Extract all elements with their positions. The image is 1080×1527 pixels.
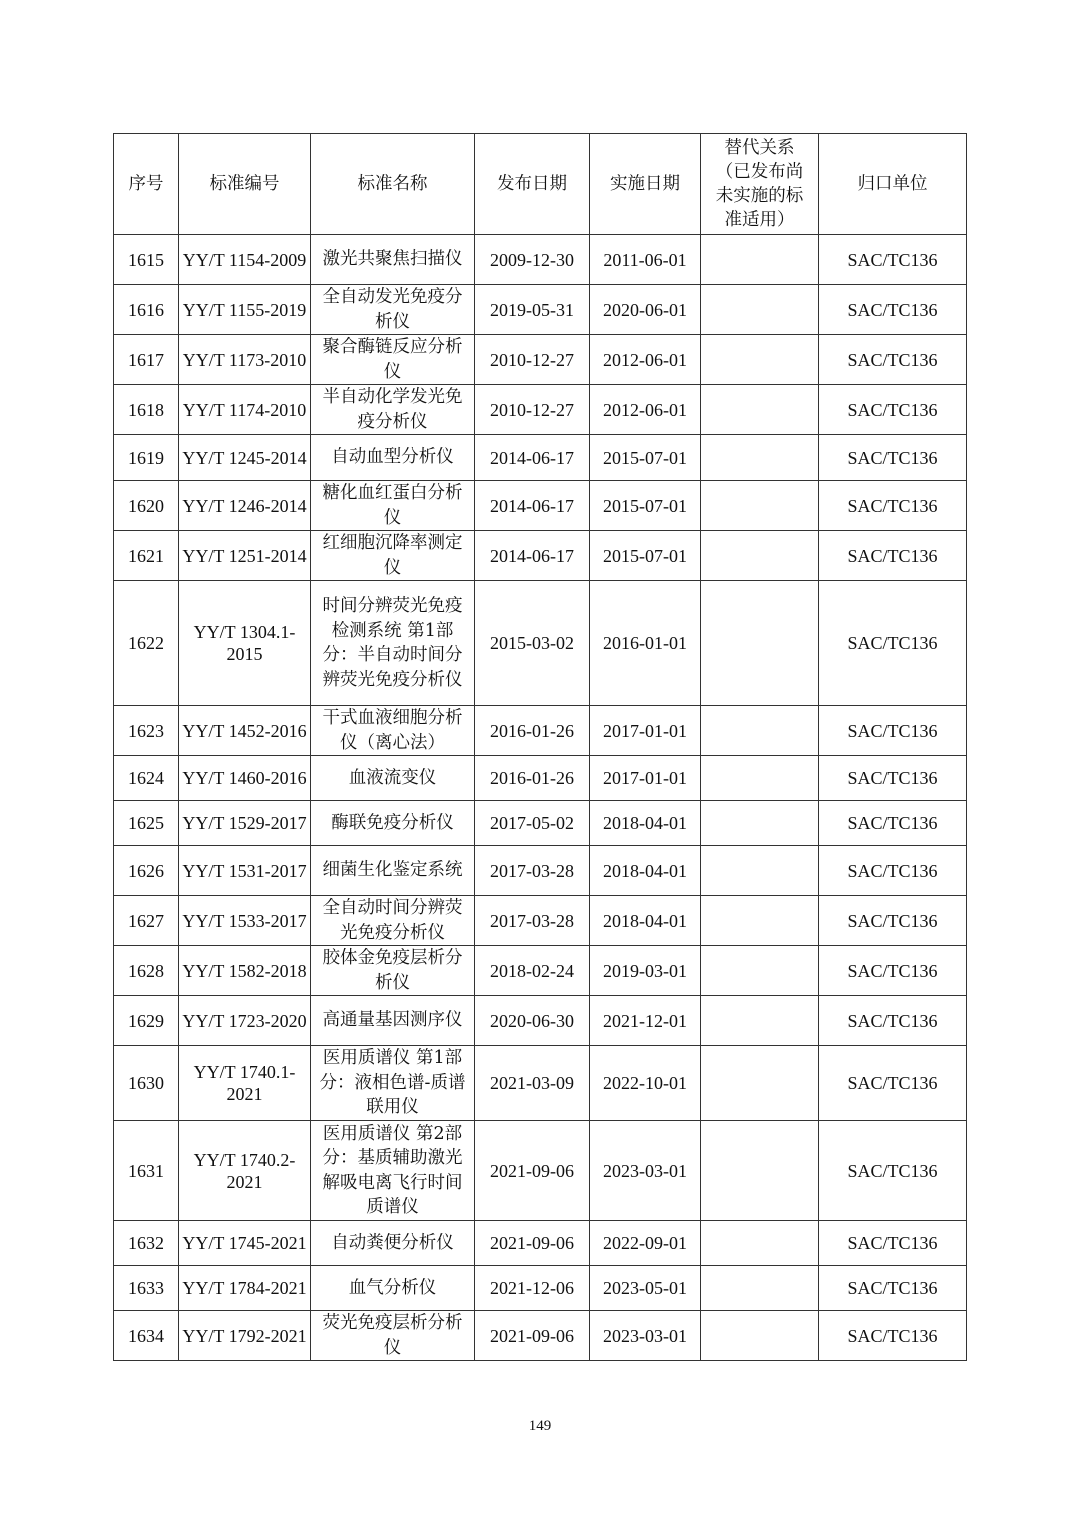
table-cell-seq: 1625 (114, 801, 179, 846)
table-cell-implement-date: 2020-06-01 (590, 285, 701, 335)
table-cell-replacement (701, 385, 819, 435)
table-cell-unit: SAC/TC136 (819, 335, 967, 385)
table-cell-seq: 1624 (114, 756, 179, 801)
table-cell-code: YY/T 1723-2020 (179, 996, 311, 1046)
table-cell-implement-date: 2015-07-01 (590, 531, 701, 581)
table-cell-replacement (701, 896, 819, 946)
table-cell-implement-date: 2019-03-01 (590, 946, 701, 996)
table-cell-implement-date: 2023-03-01 (590, 1311, 701, 1361)
table-cell-publish-date: 2021-03-09 (475, 1046, 590, 1121)
table-cell-unit: SAC/TC136 (819, 996, 967, 1046)
table-cell-code: YY/T 1304.1-2015 (179, 581, 311, 706)
table-cell-publish-date: 2017-03-28 (475, 846, 590, 896)
table-cell-publish-date: 2016-01-26 (475, 706, 590, 756)
table-cell-name: 红细胞沉降率测定仪 (311, 531, 475, 581)
table-cell-replacement (701, 481, 819, 531)
table-cell-publish-date: 2010-12-27 (475, 335, 590, 385)
table-cell-code: YY/T 1173-2010 (179, 335, 311, 385)
table-cell-name: 时间分辨荧光免疫检测系统 第1部分：半自动时间分辨荧光免疫分析仪 (311, 581, 475, 706)
table-cell-implement-date: 2015-07-01 (590, 435, 701, 481)
table-cell-seq: 1615 (114, 235, 179, 285)
table-cell-name: 糖化血红蛋白分析仪 (311, 481, 475, 531)
table-cell-code: YY/T 1745-2021 (179, 1221, 311, 1266)
table-cell-replacement (701, 946, 819, 996)
table-cell-publish-date: 2021-09-06 (475, 1221, 590, 1266)
table-cell-seq: 1622 (114, 581, 179, 706)
table-cell-replacement (701, 996, 819, 1046)
table-row (114, 756, 967, 801)
table-row (114, 385, 967, 435)
table-cell-code: YY/T 1740.2-2021 (179, 1121, 311, 1221)
standards-table (113, 133, 967, 1361)
table-cell-name: 聚合酶链反应分析仪 (311, 335, 475, 385)
table-cell-seq: 1630 (114, 1046, 179, 1121)
table-cell-implement-date: 2021-12-01 (590, 996, 701, 1046)
table-cell-code: YY/T 1154-2009 (179, 235, 311, 285)
table-cell-unit: SAC/TC136 (819, 1221, 967, 1266)
table-cell-publish-date: 2020-06-30 (475, 996, 590, 1046)
table-row (114, 801, 967, 846)
table-cell-seq: 1628 (114, 946, 179, 996)
header-name: 标准名称 (311, 134, 475, 235)
table-cell-code: YY/T 1155-2019 (179, 285, 311, 335)
header-publish-date: 发布日期 (475, 134, 590, 235)
table-cell-seq: 1629 (114, 996, 179, 1046)
table-cell-name: 全自动时间分辨荧光免疫分析仪 (311, 896, 475, 946)
table-cell-seq: 1626 (114, 846, 179, 896)
table-cell-name: 血气分析仪 (311, 1266, 475, 1311)
table-cell-code: YY/T 1251-2014 (179, 531, 311, 581)
header-replacement: 替代关系（已发布尚未实施的标准适用） (701, 134, 819, 235)
table-cell-implement-date: 2012-06-01 (590, 335, 701, 385)
table-cell-code: YY/T 1531-2017 (179, 846, 311, 896)
table-cell-name: 自动血型分析仪 (311, 435, 475, 481)
table-cell-publish-date: 2021-09-06 (475, 1311, 590, 1361)
table-cell-unit: SAC/TC136 (819, 846, 967, 896)
table-cell-publish-date: 2018-02-24 (475, 946, 590, 996)
table-cell-replacement (701, 435, 819, 481)
table-cell-name: 医用质谱仪 第1部分：液相色谱-质谱联用仪 (311, 1046, 475, 1121)
table-cell-publish-date: 2021-09-06 (475, 1121, 590, 1221)
table-row (114, 896, 967, 946)
table-cell-implement-date: 2023-05-01 (590, 1266, 701, 1311)
header-implement-date: 实施日期 (590, 134, 701, 235)
table-cell-seq: 1616 (114, 285, 179, 335)
table-cell-code: YY/T 1533-2017 (179, 896, 311, 946)
table-cell-code: YY/T 1792-2021 (179, 1311, 311, 1361)
table-cell-unit: SAC/TC136 (819, 435, 967, 481)
table-row (114, 1046, 967, 1121)
table-cell-seq: 1633 (114, 1266, 179, 1311)
table-cell-replacement (701, 801, 819, 846)
table-row (114, 996, 967, 1046)
table-cell-publish-date: 2014-06-17 (475, 531, 590, 581)
table-row (114, 946, 967, 996)
table-cell-publish-date: 2016-01-26 (475, 756, 590, 801)
table-cell-name: 自动粪便分析仪 (311, 1221, 475, 1266)
table-cell-implement-date: 2017-01-01 (590, 706, 701, 756)
table-cell-replacement (701, 1266, 819, 1311)
table-cell-replacement (701, 581, 819, 706)
table-cell-seq: 1619 (114, 435, 179, 481)
table-cell-seq: 1627 (114, 896, 179, 946)
table-row (114, 1121, 967, 1221)
table-cell-implement-date: 2018-04-01 (590, 801, 701, 846)
table-cell-code: YY/T 1245-2014 (179, 435, 311, 481)
table-cell-name: 血液流变仪 (311, 756, 475, 801)
table-cell-implement-date: 2023-03-01 (590, 1121, 701, 1221)
table-cell-name: 胶体金免疫层析分析仪 (311, 946, 475, 996)
table-cell-unit: SAC/TC136 (819, 581, 967, 706)
table-cell-implement-date: 2022-09-01 (590, 1221, 701, 1266)
table-cell-name: 酶联免疫分析仪 (311, 801, 475, 846)
table-cell-seq: 1623 (114, 706, 179, 756)
table-cell-code: YY/T 1740.1-2021 (179, 1046, 311, 1121)
table-cell-implement-date: 2018-04-01 (590, 896, 701, 946)
table-cell-publish-date: 2017-05-02 (475, 801, 590, 846)
table-cell-seq: 1620 (114, 481, 179, 531)
table-row (114, 581, 967, 706)
table-cell-unit: SAC/TC136 (819, 285, 967, 335)
table-cell-replacement (701, 335, 819, 385)
table-cell-publish-date: 2019-05-31 (475, 285, 590, 335)
table-cell-name: 半自动化学发光免疫分析仪 (311, 385, 475, 435)
table-cell-implement-date: 2022-10-01 (590, 1046, 701, 1121)
table-cell-unit: SAC/TC136 (819, 235, 967, 285)
table-cell-publish-date: 2021-12-06 (475, 1266, 590, 1311)
table-row (114, 235, 967, 285)
table-cell-implement-date: 2012-06-01 (590, 385, 701, 435)
table-cell-unit: SAC/TC136 (819, 896, 967, 946)
table-cell-unit: SAC/TC136 (819, 481, 967, 531)
table-row (114, 1221, 967, 1266)
page-number: 149 (528, 1418, 552, 1434)
table-cell-implement-date: 2015-07-01 (590, 481, 701, 531)
table-cell-name: 细菌生化鉴定系统 (311, 846, 475, 896)
table-cell-replacement (701, 531, 819, 581)
table-cell-implement-date: 2017-01-01 (590, 756, 701, 801)
table-cell-replacement (701, 846, 819, 896)
table-cell-code: YY/T 1246-2014 (179, 481, 311, 531)
table-cell-replacement (701, 1221, 819, 1266)
table-cell-replacement (701, 706, 819, 756)
table-cell-implement-date: 2016-01-01 (590, 581, 701, 706)
table-cell-publish-date: 2014-06-17 (475, 435, 590, 481)
table-cell-name: 激光共聚焦扫描仪 (311, 235, 475, 285)
header-seq: 序号 (114, 134, 179, 235)
table-cell-unit: SAC/TC136 (819, 1311, 967, 1361)
table-cell-publish-date: 2015-03-02 (475, 581, 590, 706)
table-cell-replacement (701, 756, 819, 801)
table-cell-unit: SAC/TC136 (819, 1046, 967, 1121)
table-cell-code: YY/T 1529-2017 (179, 801, 311, 846)
table-header-row (114, 134, 967, 235)
table-cell-publish-date: 2017-03-28 (475, 896, 590, 946)
table-cell-name: 干式血液细胞分析仪（离心法） (311, 706, 475, 756)
table-cell-unit: SAC/TC136 (819, 946, 967, 996)
table-cell-name: 全自动发光免疫分析仪 (311, 285, 475, 335)
table-cell-seq: 1634 (114, 1311, 179, 1361)
table-cell-replacement (701, 1046, 819, 1121)
table-cell-replacement (701, 235, 819, 285)
table-row (114, 481, 967, 531)
table-cell-name: 荧光免疫层析分析仪 (311, 1311, 475, 1361)
table-cell-code: YY/T 1452-2016 (179, 706, 311, 756)
header-code: 标准编号 (179, 134, 311, 235)
table-cell-unit: SAC/TC136 (819, 1121, 967, 1221)
table-cell-name: 医用质谱仪 第2部分：基质辅助激光解吸电离飞行时间质谱仪 (311, 1121, 475, 1221)
table-row (114, 531, 967, 581)
table-row (114, 435, 967, 481)
table-cell-seq: 1618 (114, 385, 179, 435)
table-row (114, 706, 967, 756)
table-cell-unit: SAC/TC136 (819, 531, 967, 581)
table-cell-code: YY/T 1784-2021 (179, 1266, 311, 1311)
table-row (114, 846, 967, 896)
table-cell-unit: SAC/TC136 (819, 756, 967, 801)
table-cell-name: 高通量基因测序仪 (311, 996, 475, 1046)
header-unit: 归口单位 (819, 134, 967, 235)
table-cell-replacement (701, 285, 819, 335)
table-cell-implement-date: 2011-06-01 (590, 235, 701, 285)
table-cell-publish-date: 2014-06-17 (475, 481, 590, 531)
table-cell-code: YY/T 1460-2016 (179, 756, 311, 801)
table-cell-unit: SAC/TC136 (819, 385, 967, 435)
table-row (114, 1311, 967, 1361)
table-cell-seq: 1617 (114, 335, 179, 385)
table-cell-publish-date: 2009-12-30 (475, 235, 590, 285)
table-cell-unit: SAC/TC136 (819, 801, 967, 846)
table-row (114, 285, 967, 335)
table-cell-implement-date: 2018-04-01 (590, 846, 701, 896)
table-row (114, 1266, 967, 1311)
table-row (114, 335, 967, 385)
table-cell-code: YY/T 1174-2010 (179, 385, 311, 435)
table-cell-unit: SAC/TC136 (819, 706, 967, 756)
table-cell-code: YY/T 1582-2018 (179, 946, 311, 996)
table-cell-unit: SAC/TC136 (819, 1266, 967, 1311)
table-cell-replacement (701, 1121, 819, 1221)
table-cell-seq: 1631 (114, 1121, 179, 1221)
table-cell-publish-date: 2010-12-27 (475, 385, 590, 435)
table-cell-seq: 1632 (114, 1221, 179, 1266)
table-cell-replacement (701, 1311, 819, 1361)
table-cell-seq: 1621 (114, 531, 179, 581)
